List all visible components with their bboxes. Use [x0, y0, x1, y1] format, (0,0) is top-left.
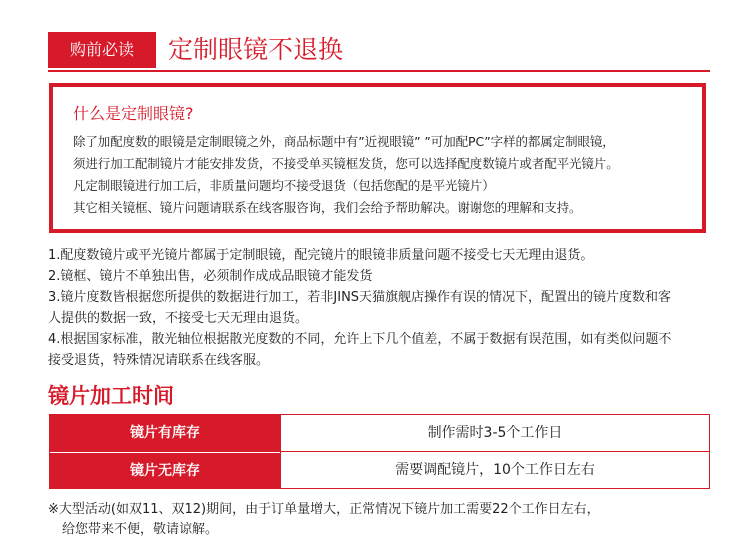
notice-header	[48, 32, 343, 68]
footnote-line: ※大型活动(如双11、双12)期间，由于订单量增大，正常情况下镜片加工需要22个工作日左右，	[48, 502, 600, 517]
note-line: 4.根据国家标准，散光轴位根据散光度数的不同，允许上下几个值差，不属于数据有误范围，如有类似问题不	[48, 332, 672, 347]
info-line: 须进行加工配制镜片才能安排发货，不接受单买镜框发货，您可以选择配度数镜片或者配平光镜片。	[73, 156, 619, 171]
footnote-line: 给您带来不便，敬请谅解。	[62, 522, 219, 537]
note-line: 接受退货，特殊情况请联系在线客服。	[48, 353, 270, 368]
row-value: 制作需时3-5个工作日	[280, 415, 709, 451]
processing-time-heading: 镜片加工时间	[48, 384, 174, 408]
note-line: 2.镜框、镜片不单独出售，必须制作成成品眼镜才能发货	[48, 269, 373, 284]
row-value: 需要调配镜片，10个工作日左右	[280, 452, 709, 488]
table-row	[50, 415, 709, 451]
processing-time-table	[49, 414, 710, 489]
header-divider	[48, 70, 710, 72]
info-line: 其它相关镜框、镜片问题请联系在线客服咨询，我们会给予帮助解决。谢谢您的理解和支持。	[73, 200, 582, 215]
info-line: 凡定制眼镜进行加工后，非质量问题均不接受退货（包括您配的是平光镜片）	[73, 178, 495, 193]
custom-glasses-info-box	[49, 83, 706, 233]
info-box-heading: 什么是定制眼镜?	[73, 104, 194, 123]
note-line: 人提供的数据一致，不接受七天无理由退货。	[48, 311, 309, 326]
note-line: 3.镜片度数皆根据您所提供的数据进行加工，若非JINS天猫旗舰店操作有误的情况下，配置出的镜片度数和客	[48, 290, 672, 305]
numbered-notes	[48, 245, 713, 371]
info-line: 除了加配度数的眼镜是定制眼镜之外，商品标题中有”近视眼镜” ”可加配PC”字样的都属定制眼镜，	[73, 134, 615, 149]
row-label: 镜片无库存	[50, 452, 280, 488]
footnote	[48, 500, 728, 540]
page-title: 定制眼镜不退换	[168, 35, 344, 64]
row-label: 镜片有库存	[50, 415, 280, 451]
note-line: 1.配度数镜片或平光镜片都属于定制眼镜，配完镜片的眼镜非质量问题不接受七天无理由退货。	[48, 248, 594, 263]
info-box-text	[73, 131, 693, 219]
must-read-tag: 购前必读	[48, 32, 156, 68]
table-row	[50, 451, 709, 488]
